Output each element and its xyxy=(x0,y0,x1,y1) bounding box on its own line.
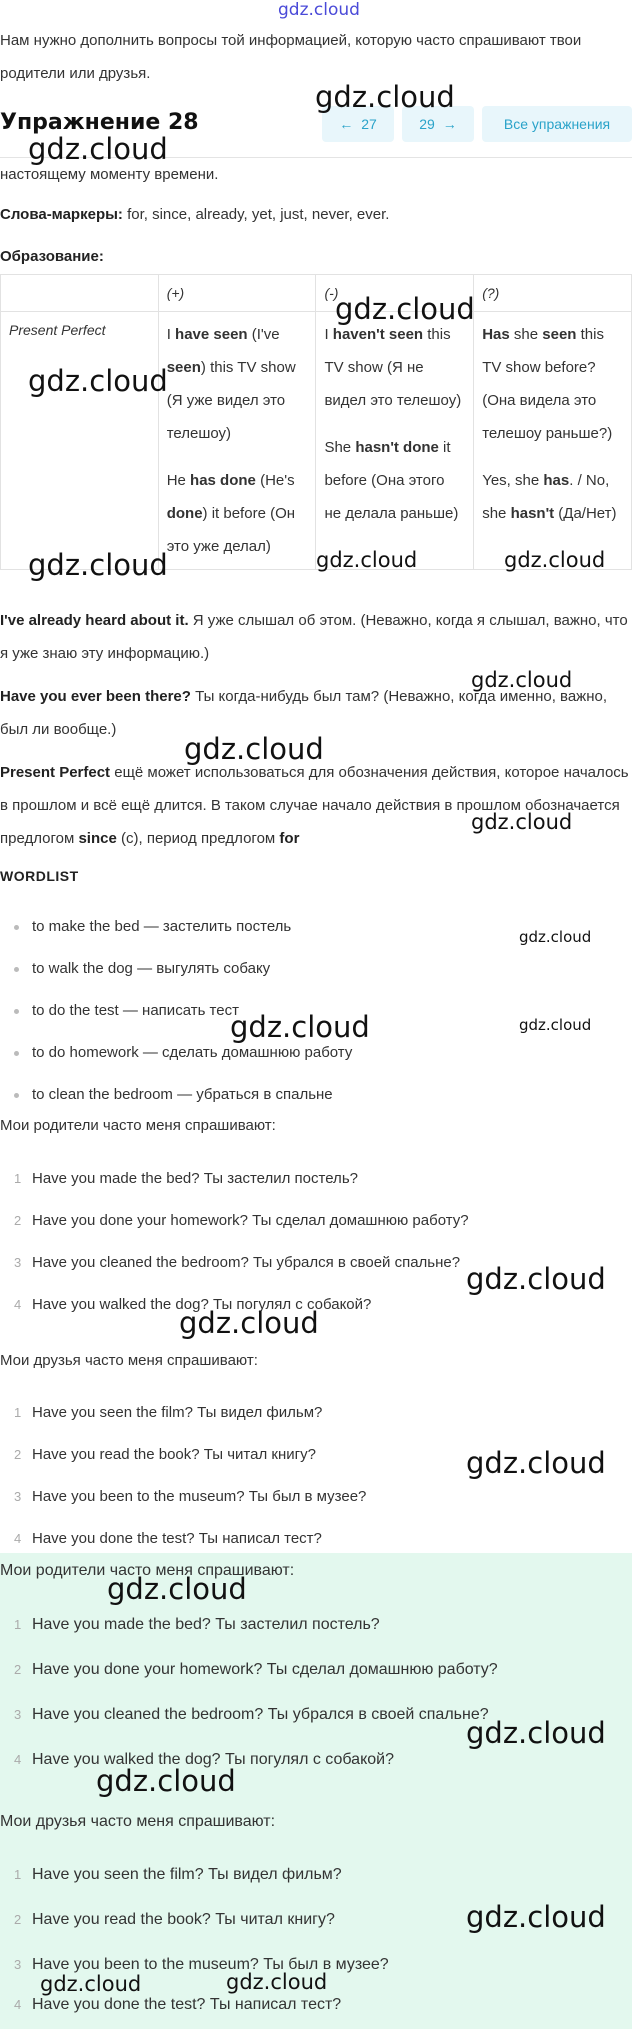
parents-heading: Мои родители часто меня спрашивают: xyxy=(0,1117,276,1134)
list-item: 2 Have you read the book? Ты читал книгу? xyxy=(14,1446,316,1463)
list-item: 4 Have you walked the dog? Ты погулял с собакой? xyxy=(14,1296,372,1313)
friends-questions xyxy=(0,1392,366,1560)
watermark: gdz.cloud xyxy=(230,1010,370,1044)
watermark: gdz.cloud xyxy=(471,810,573,834)
watermark: gdz.cloud xyxy=(466,1900,606,1934)
watermark: gdz.cloud xyxy=(466,1446,606,1480)
example-2: Have you ever been there? Ты когда-нибудь был там? (Неважно, когда именно, важно, был ли вообще.) xyxy=(0,688,608,738)
list-item: to walk the dog — выгулять собаку xyxy=(0,948,352,990)
prev-exercise-label: 27 xyxy=(361,116,377,132)
formation-label-text: Образование: xyxy=(0,248,104,265)
watermark: gdz.cloud xyxy=(466,1716,606,1750)
present-perfect-note: Present Perfect ещё может использоваться для обозначения действия, которое началось в прошлом и всё ещё длится. В таком случае начало действия в прошлом обозначается предлогом since (с), период предлогом for xyxy=(0,764,629,847)
green-parents-heading: Мои родители часто меня спрашивают: xyxy=(0,1562,295,1579)
formation-table xyxy=(0,274,632,570)
green-friends-heading: Мои друзья часто меня спрашивают: xyxy=(0,1813,276,1830)
list-item: 1 Have you made the bed? Ты застелил постель? xyxy=(14,1616,380,1633)
watermark: gdz.cloud xyxy=(179,1306,319,1340)
table-header-cell: (-) xyxy=(316,275,474,312)
watermark: gdz.cloud xyxy=(226,1970,328,1994)
negative-cell: I haven't seen this TV show (Я не видел это телешоу) She hasn't done it before (Она этого не делала раньше) xyxy=(316,312,474,570)
list-item: 2 Have you read the book? Ты читал книгу? xyxy=(14,1911,335,1928)
arrow-right-icon: → xyxy=(442,116,457,132)
table-row xyxy=(1,312,632,570)
list-item: 4 Have you walked the dog? Ты погулял с собакой? xyxy=(14,1751,394,1768)
watermark: gdz.cloud xyxy=(107,1572,247,1606)
watermark: gdz.cloud xyxy=(466,1262,606,1296)
green-parents-questions xyxy=(0,1602,498,1782)
table-header-row xyxy=(1,275,632,312)
list-item: 3 Have you cleaned the bedroom? Ты убрался в своей спальне? xyxy=(14,1254,461,1271)
wordlist-heading: WORDLIST xyxy=(0,868,79,884)
table-header-cell: (+) xyxy=(158,275,316,312)
watermark: gdz.cloud xyxy=(471,668,573,692)
formation-label xyxy=(0,240,632,273)
watermark: gdz.cloud xyxy=(28,548,168,582)
intro-text: Нам нужно дополнить вопросы той информацией, которую часто спрашивают твои родители или друзья. xyxy=(0,32,582,82)
list-item: to do the test — написать тест xyxy=(0,990,352,1032)
markers-paragraph xyxy=(0,198,632,231)
list-item: to clean the bedroom — убраться в спальне xyxy=(0,1074,352,1116)
list-item: 3 Have you been to the museum? Ты был в музее? xyxy=(14,1956,389,1973)
table-header-cell xyxy=(1,275,159,312)
list-item: 1 Have you seen the film? Ты видел фильм? xyxy=(14,1866,342,1883)
watermark: gdz.cloud xyxy=(519,928,592,946)
question-cell: Has she seen this TV show before? (Она видела это телешоу раньше?) Yes, she has. / No, she hasn't (Да/Нет) xyxy=(474,312,632,570)
arrow-left-icon: ← xyxy=(339,116,354,132)
list-item: 4 Have you done the test? Ты написал тест? xyxy=(14,1996,342,2013)
parents-questions xyxy=(0,1158,469,1326)
row-label: Present Perfect xyxy=(1,312,159,570)
list-item: 2 Have you done your homework? Ты сделал домашнюю работу? xyxy=(14,1661,498,1678)
markers-label: Слова-маркеры: xyxy=(0,206,123,223)
watermark: gdz.cloud xyxy=(28,364,168,398)
watermark: gdz.cloud xyxy=(40,1972,142,1996)
table-header-cell: (?) xyxy=(474,275,632,312)
watermark: gdz.cloud xyxy=(316,548,418,572)
watermark: gdz.cloud xyxy=(96,1764,236,1798)
all-exercises-button[interactable]: Все упражнения xyxy=(482,106,632,142)
watermark: gdz.cloud xyxy=(504,548,606,572)
list-item: 1 Have you seen the film? Ты видел фильм? xyxy=(14,1404,323,1421)
list-item: 4 Have you done the test? Ты написал тест? xyxy=(14,1530,322,1547)
watermark: gdz.cloud xyxy=(519,1016,592,1034)
list-item: to make the bed — застелить постель xyxy=(0,906,352,948)
top-watermark: gdz.cloud xyxy=(278,0,360,20)
watermark: gdz.cloud xyxy=(184,732,324,766)
friends-heading: Мои друзья часто меня спрашивают: xyxy=(0,1352,258,1369)
watermark: gdz.cloud xyxy=(335,292,475,326)
list-item: 3 Have you cleaned the bedroom? Ты убрался в своей спальне? xyxy=(14,1706,489,1723)
green-friends-questions xyxy=(0,1852,389,2023)
positive-cell: I have seen (I've seen) this TV show (Я уже видел это телешоу) He has done (He's done) it before (Он это уже делал) xyxy=(158,312,316,570)
markers-text: for, since, already, yet, just, never, ever. xyxy=(122,206,390,223)
exercise-title: Упражнение 28 xyxy=(0,110,199,135)
list-item: 1 Have you made the bed? Ты застелил постель? xyxy=(14,1170,358,1187)
list-item: 3 Have you been to the museum? Ты был в музее? xyxy=(14,1488,367,1505)
list-item: 2 Have you done your homework? Ты сделал домашнюю работу? xyxy=(14,1212,469,1229)
theory-line: настоящему моменту времени. xyxy=(0,166,219,183)
example-1: I've already heard about it. Я уже слышал об этом. (Неважно, когда я слышал, важно, что я уже знаю эту информацию.) xyxy=(0,612,628,662)
next-exercise-label: 29 xyxy=(419,116,435,132)
watermark: gdz.cloud xyxy=(28,132,168,166)
list-item: to do homework — сделать домашнюю работу xyxy=(0,1032,352,1074)
watermark: gdz.cloud xyxy=(315,80,455,114)
